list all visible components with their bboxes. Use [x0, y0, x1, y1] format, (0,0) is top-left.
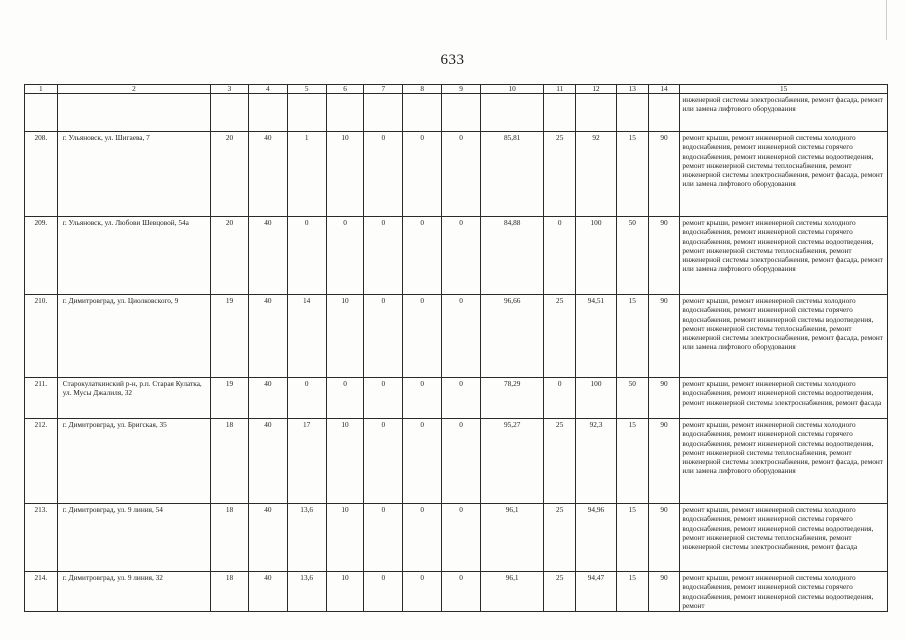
value-cell: 85,81 [480, 132, 543, 217]
value-cell: 96,1 [480, 504, 543, 572]
value-cell: 14 [287, 295, 326, 378]
value-cell: 0 [442, 419, 481, 504]
cell [648, 94, 680, 132]
value-cell: 10 [326, 132, 364, 217]
row-index-cell: 209. [25, 217, 58, 295]
page-edge-mark [886, 0, 887, 40]
column-header: 14 [648, 85, 680, 94]
value-cell: 90 [648, 572, 680, 612]
value-cell: 15 [616, 572, 648, 612]
value-cell: 0 [442, 572, 481, 612]
value-cell: 95,27 [480, 419, 543, 504]
column-header: 2 [57, 85, 210, 94]
cell [576, 94, 617, 132]
value-cell: 0 [442, 378, 481, 419]
column-header: 11 [544, 85, 576, 94]
continuation-row [25, 94, 888, 132]
works-cell: ремонт крыши, ремонт инженерной системы холодного водоснабжения, ремонт инженерной системы горячего водоснабжения, ремонт инженерной системы водоотведения, ремонт инженерной системы теплоснабжения, ремонт инженерной системы электроснабжения, ремонт фасада, ремонт или замена лифтового оборудования [680, 419, 888, 504]
value-cell: 0 [403, 295, 442, 378]
value-cell: 0 [364, 504, 403, 572]
value-cell: 10 [326, 572, 364, 612]
column-header: 13 [616, 85, 648, 94]
table-row [25, 295, 888, 378]
value-cell: 0 [364, 217, 403, 295]
continuation-works-cell: инженерной системы электроснабжения, ремонт фасада, ремонт или замена лифтового оборудования [680, 94, 888, 132]
value-cell: 40 [248, 295, 287, 378]
value-cell: 0 [364, 132, 403, 217]
value-cell: 78,29 [480, 378, 543, 419]
value-cell: 100 [576, 378, 617, 419]
value-cell: 0 [326, 378, 364, 419]
value-cell: 0 [403, 378, 442, 419]
address-cell: г. Димитровград, ул. Бригская, 35 [57, 419, 210, 504]
row-index-cell: 210. [25, 295, 58, 378]
column-header: 5 [287, 85, 326, 94]
value-cell: 18 [211, 572, 249, 612]
cell [248, 94, 287, 132]
table-row [25, 378, 888, 419]
value-cell: 50 [616, 217, 648, 295]
value-cell: 0 [544, 378, 576, 419]
value-cell: 15 [616, 295, 648, 378]
works-table [24, 84, 888, 612]
cell [403, 94, 442, 132]
value-cell: 40 [248, 419, 287, 504]
value-cell: 20 [211, 217, 249, 295]
cell [616, 94, 648, 132]
value-cell: 18 [211, 419, 249, 504]
value-cell: 25 [544, 132, 576, 217]
cell [287, 94, 326, 132]
value-cell: 94,51 [576, 295, 617, 378]
column-header: 12 [576, 85, 617, 94]
value-cell: 0 [364, 419, 403, 504]
value-cell: 0 [364, 572, 403, 612]
row-index-cell: 213. [25, 504, 58, 572]
page-number: 633 [440, 52, 465, 68]
value-cell: 25 [544, 504, 576, 572]
row-index-cell: 212. [25, 419, 58, 504]
value-cell: 0 [326, 217, 364, 295]
address-cell: г. Димитровград, ул. 9 линия, 54 [57, 504, 210, 572]
value-cell: 50 [616, 378, 648, 419]
value-cell: 13,6 [287, 504, 326, 572]
value-cell: 19 [211, 295, 249, 378]
works-cell: ремонт крыши, ремонт инженерной системы холодного водоснабжения, ремонт инженерной системы горячего водоснабжения, ремонт инженерной системы водоотведения, ремонт инженерной системы теплоснабжения, ремонт инженерной системы электроснабжения, ремонт фасада, ремонт или замена лифтового оборудования [680, 217, 888, 295]
column-header: 3 [211, 85, 249, 94]
value-cell: 90 [648, 419, 680, 504]
value-cell: 15 [616, 504, 648, 572]
value-cell: 0 [403, 572, 442, 612]
value-cell: 92,3 [576, 419, 617, 504]
value-cell: 18 [211, 504, 249, 572]
value-cell: 0 [403, 217, 442, 295]
column-header: 4 [248, 85, 287, 94]
value-cell: 90 [648, 295, 680, 378]
cell [544, 94, 576, 132]
row-index-cell: 214. [25, 572, 58, 612]
column-header: 1 [25, 85, 58, 94]
column-header: 15 [680, 85, 888, 94]
value-cell: 90 [648, 132, 680, 217]
value-cell: 40 [248, 132, 287, 217]
value-cell: 92 [576, 132, 617, 217]
value-cell: 0 [544, 217, 576, 295]
row-index-cell: 211. [25, 378, 58, 419]
value-cell: 25 [544, 572, 576, 612]
value-cell: 40 [248, 572, 287, 612]
header-row [25, 85, 888, 94]
value-cell: 96,1 [480, 572, 543, 612]
value-cell: 10 [326, 504, 364, 572]
column-header: 6 [326, 85, 364, 94]
value-cell: 0 [364, 295, 403, 378]
value-cell: 90 [648, 217, 680, 295]
value-cell: 0 [442, 295, 481, 378]
cell [57, 94, 210, 132]
value-cell: 94,96 [576, 504, 617, 572]
column-header: 10 [480, 85, 543, 94]
value-cell: 10 [326, 295, 364, 378]
value-cell: 0 [403, 132, 442, 217]
value-cell: 84,88 [480, 217, 543, 295]
cell [211, 94, 249, 132]
value-cell: 1 [287, 132, 326, 217]
value-cell: 25 [544, 419, 576, 504]
table-row [25, 419, 888, 504]
column-header: 8 [403, 85, 442, 94]
cell [25, 94, 58, 132]
value-cell: 0 [287, 217, 326, 295]
value-cell: 100 [576, 217, 617, 295]
value-cell: 0 [442, 217, 481, 295]
address-cell: г. Ульяновск, ул. Шигаева, 7 [57, 132, 210, 217]
value-cell: 0 [403, 419, 442, 504]
table-body [25, 94, 888, 612]
works-cell: ремонт крыши, ремонт инженерной системы холодного водоснабжения, ремонт инженерной системы горячего водоснабжения, ремонт инженерной системы водоотведения, ремонт [680, 572, 888, 612]
cell [364, 94, 403, 132]
value-cell: 10 [326, 419, 364, 504]
address-cell: Старокулаткинский р-н, р.п. Старая Кулатка, ул. Мусы Джалиля, 32 [57, 378, 210, 419]
value-cell: 19 [211, 378, 249, 419]
value-cell: 90 [648, 504, 680, 572]
works-cell: ремонт крыши, ремонт инженерной системы холодного водоснабжения, ремонт инженерной системы водоотведения, ремонт инженерной системы электроснабжения, ремонт фасада [680, 378, 888, 419]
table-row [25, 572, 888, 612]
works-cell: ремонт крыши, ремонт инженерной системы холодного водоснабжения, ремонт инженерной системы горячего водоснабжения, ремонт инженерной системы водоотведения, ремонт инженерной системы теплоснабжения, ремонт инженерной системы электроснабжения, ремонт фасада [680, 504, 888, 572]
cell [480, 94, 543, 132]
value-cell: 25 [544, 295, 576, 378]
value-cell: 0 [442, 504, 481, 572]
value-cell: 96,66 [480, 295, 543, 378]
works-cell: ремонт крыши, ремонт инженерной системы холодного водоснабжения, ремонт инженерной системы горячего водоснабжения, ремонт инженерной системы водоотведения, ремонт инженерной системы теплоснабжения, ремонт инженерной системы электроснабжения, ремонт фасада, ремонт или замена лифтового оборудования [680, 132, 888, 217]
value-cell: 0 [442, 132, 481, 217]
column-header: 7 [364, 85, 403, 94]
value-cell: 15 [616, 419, 648, 504]
value-cell: 0 [403, 504, 442, 572]
table-row [25, 132, 888, 217]
value-cell: 40 [248, 378, 287, 419]
column-header: 9 [442, 85, 481, 94]
table-row [25, 217, 888, 295]
row-index-cell: 208. [25, 132, 58, 217]
value-cell: 40 [248, 217, 287, 295]
value-cell: 0 [287, 378, 326, 419]
value-cell: 20 [211, 132, 249, 217]
table-row [25, 504, 888, 572]
value-cell: 40 [248, 504, 287, 572]
value-cell: 94,47 [576, 572, 617, 612]
value-cell: 90 [648, 378, 680, 419]
value-cell: 0 [364, 378, 403, 419]
value-cell: 13,6 [287, 572, 326, 612]
works-cell: ремонт крыши, ремонт инженерной системы холодного водоснабжения, ремонт инженерной системы горячего водоснабжения, ремонт инженерной системы водоотведения, ремонт инженерной системы теплоснабжения, ремонт инженерной системы электроснабжения, ремонт фасада, ремонт или замена лифтового оборудования [680, 295, 888, 378]
address-cell: г. Димитровград, ул. Циолковского, 9 [57, 295, 210, 378]
address-cell: г. Димитровград, ул. 9 линия, 32 [57, 572, 210, 612]
value-cell: 17 [287, 419, 326, 504]
address-cell: г. Ульяновск, ул. Любови Шевцовой, 54а [57, 217, 210, 295]
value-cell: 15 [616, 132, 648, 217]
cell [326, 94, 364, 132]
cell [442, 94, 481, 132]
